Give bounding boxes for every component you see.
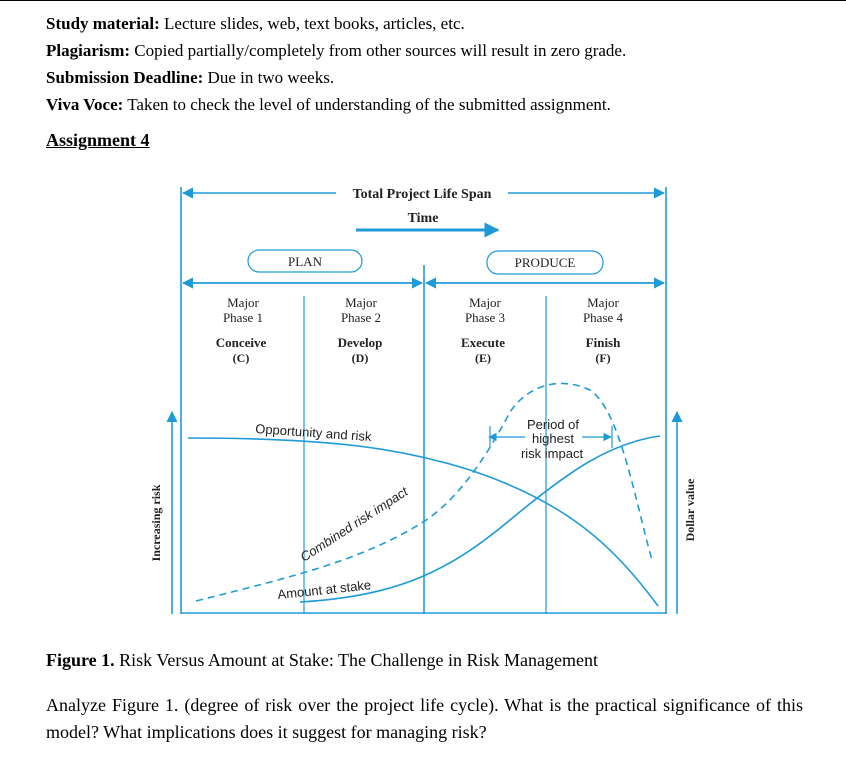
phase2-verb: Develop	[337, 335, 383, 350]
right-axis-label: Dollar value	[683, 478, 697, 542]
deadline-text: Due in two weeks.	[203, 68, 335, 87]
produce-label: PRODUCE	[514, 255, 576, 270]
study-material-label: Study material:	[46, 14, 160, 33]
plagiarism-text: Copied partially/completely from other sources will result in zero grade.	[130, 41, 627, 60]
figure-caption	[46, 648, 598, 672]
viva-voce-text: Taken to check the level of understanding of the submitted assignment.	[123, 95, 611, 114]
phase4-line2: Phase 4	[582, 310, 624, 325]
phase1-line2: Phase 1	[222, 310, 264, 325]
phase3-verb: Execute	[460, 335, 506, 350]
caption-text: Risk Versus Amount at Stake: The Challenge in Risk Management	[114, 650, 598, 670]
phase1-verb: Conceive	[215, 335, 267, 350]
caption-label: Figure 1.	[46, 650, 115, 670]
period-line1: Period of	[526, 417, 580, 432]
phase1-line1: Major	[227, 295, 259, 310]
period-line3: risk impact	[520, 446, 584, 461]
phase2-line1: Major	[345, 295, 377, 310]
phase1-code: (C)	[232, 351, 250, 365]
study-material-text: Lecture slides, web, text books, articles, etc.	[159, 14, 465, 33]
left-axis-label: Increasing risk	[149, 484, 163, 562]
phase2-code: (D)	[351, 351, 369, 365]
assignment-heading: Assignment 4	[46, 130, 150, 150]
plan-label: PLAN	[288, 254, 322, 269]
amount-at-stake-label: Amount at stake	[276, 577, 372, 602]
phase3-line2: Phase 3	[464, 310, 506, 325]
phase4-verb: Finish	[585, 335, 621, 350]
phase3-code: (E)	[475, 351, 491, 365]
phase4-line1: Major	[587, 295, 619, 310]
plagiarism-label: Plagiarism:	[46, 41, 131, 60]
phase3-line1: Major	[469, 295, 501, 310]
deadline-label: Submission Deadline:	[46, 68, 204, 87]
period-line2: highest	[532, 431, 574, 446]
viva-voce-label: Viva Voce:	[46, 95, 124, 114]
combined-risk-label: Combined risk impact	[297, 483, 411, 565]
span-label: Total Project Life Span	[352, 187, 492, 202]
phase2-line2: Phase 2	[340, 310, 382, 325]
question-paragraph: Analyze Figure 1. (degree of risk over the project life cycle). What is the practical significance of this model? What implications does it suggest for managing risk?	[46, 695, 803, 742]
phase4-code: (F)	[595, 351, 611, 365]
time-label: Time	[407, 211, 439, 226]
opportunity-risk-label: Opportunity and risk	[254, 421, 372, 445]
